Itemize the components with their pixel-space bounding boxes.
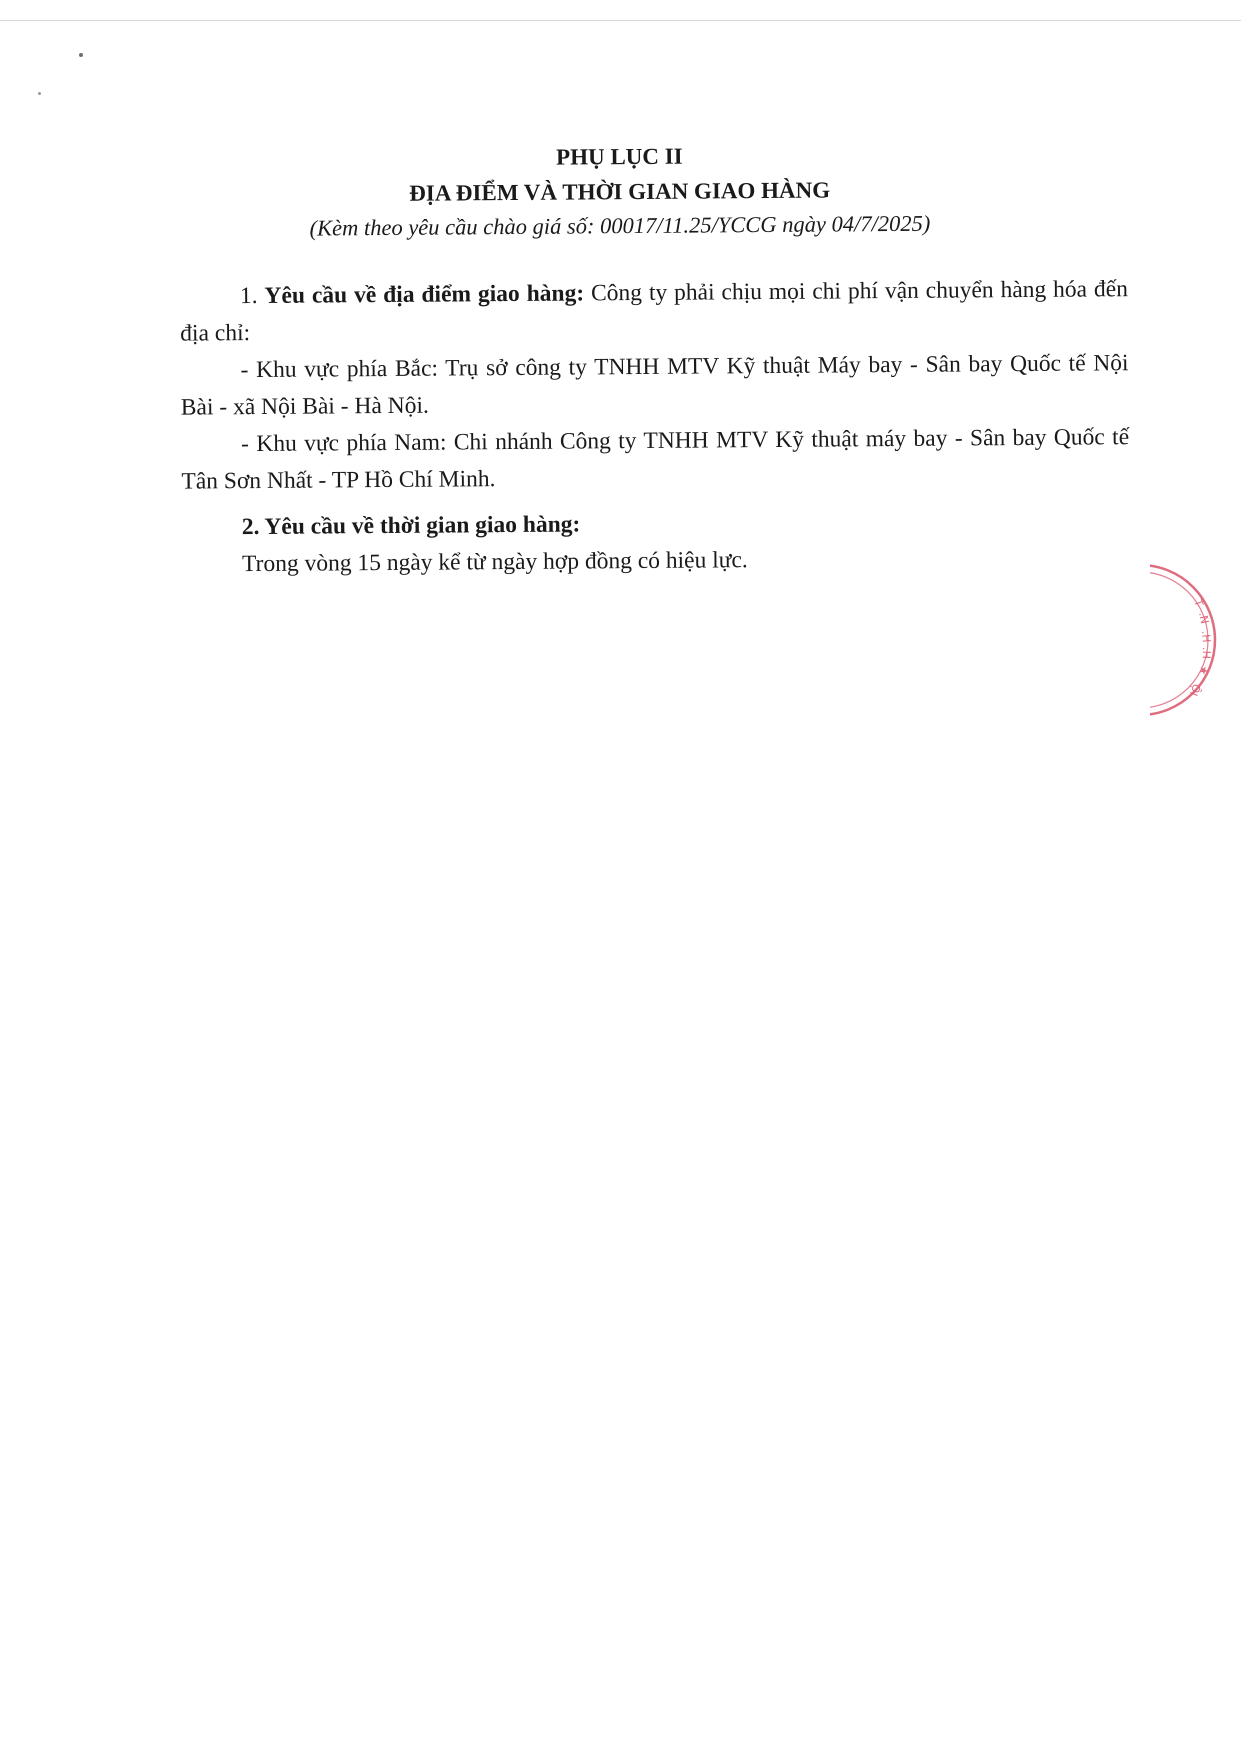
section-1-label: Yêu cầu về địa điểm giao hàng: — [264, 280, 585, 309]
svg-text:ỘI: ỘI — [1186, 681, 1204, 698]
section-1-text: Công ty phải chịu mọi chi phí vận chuyển hàng hóa đến địa chỉ: — [180, 276, 1129, 347]
svg-text:.H: .H — [1199, 646, 1213, 660]
svg-text:T: T — [1191, 597, 1206, 609]
appendix-title: PHỤ LỤC II — [556, 143, 683, 170]
north-region-address: - Khu vực phía Bắc: Trụ sở công ty TNHH MTV Kỹ thuật Máy bay - Sân bay Quốc tế Nội Bài - xã Nội Bài - Hà Nội. — [180, 350, 1129, 421]
svg-text:★: ★ — [1196, 664, 1211, 677]
section-2-text: Trong vòng 15 ngày kể từ ngày hợp đồng có hiệu lực. — [241, 547, 748, 578]
section-1-paragraph — [180, 271, 1129, 352]
appendix-heading: ĐỊA ĐIỂM VÀ THỜI GIAN GIAO HÀNG — [409, 177, 831, 206]
appendix-subtitle: (Kèm theo yêu cầu chào giá số: 00017/11.25/YCCG ngày 04/7/2025) — [309, 210, 931, 241]
south-region-address: - Khu vực phía Nam: Chi nhánh Công ty TNHH MTV Kỹ thuật máy bay - Sân bay Quốc tế Tân Sơn Nhất - TP Hồ Chí Minh. — [181, 424, 1130, 495]
red-seal-stamp — [1150, 555, 1241, 725]
section-2-label: 2. Yêu cầu về thời gian giao hàng: — [241, 511, 581, 541]
svg-text:.N: .N — [1196, 610, 1212, 626]
section-1-number: 1. — [239, 283, 258, 310]
svg-text:.H: .H — [1199, 630, 1213, 643]
